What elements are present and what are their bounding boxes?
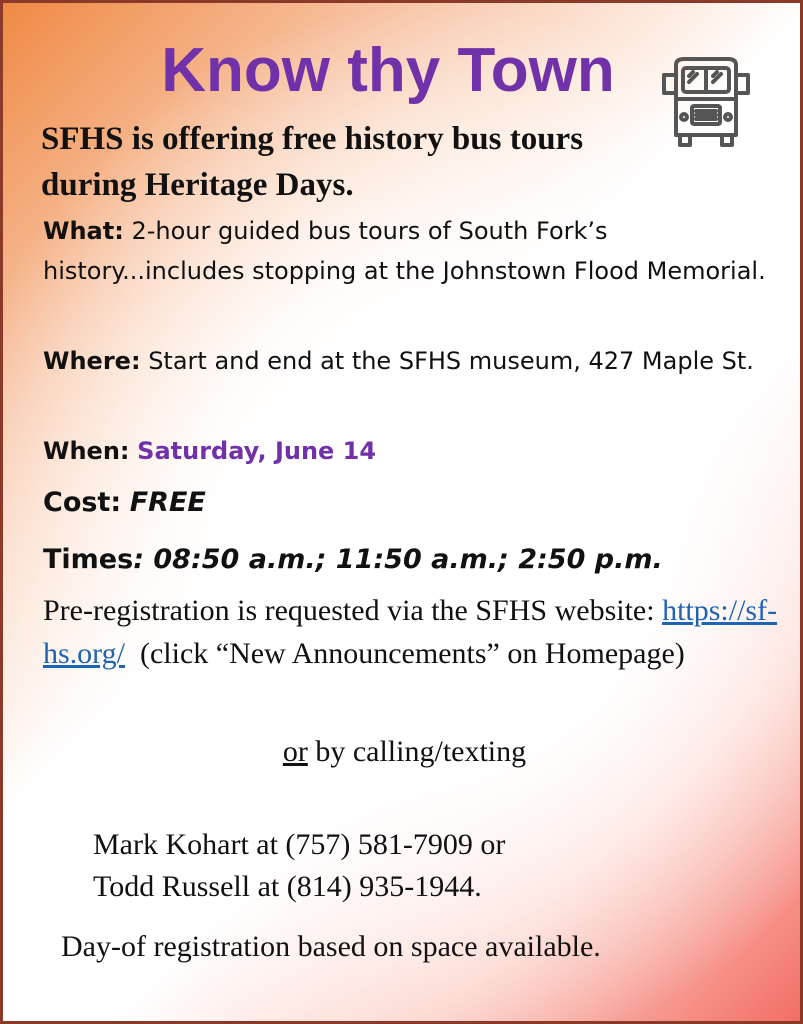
registration-after-url: (click “New Announcements” on Homepage) bbox=[139, 637, 685, 670]
cost-label: Cost: bbox=[43, 487, 122, 518]
times-section bbox=[43, 540, 773, 580]
cost-value: FREE bbox=[129, 487, 206, 518]
what-section bbox=[43, 211, 773, 291]
page-title: Know thy Town bbox=[161, 36, 615, 105]
contact-todd: Todd Russell at (814) 935-1944. bbox=[93, 870, 482, 903]
cost-section bbox=[43, 483, 773, 523]
website-link[interactable]: https://sf-hs.org/ bbox=[43, 594, 778, 670]
or-word: or bbox=[282, 735, 308, 768]
intro-text: SFHS is offering free history bus tours during Heritage Days. bbox=[41, 121, 584, 203]
where-section bbox=[43, 341, 773, 381]
registration-paragraph bbox=[43, 589, 803, 675]
times-label: Times bbox=[43, 544, 134, 575]
registration-lead: Pre-registration is requested via the SFHS website: bbox=[43, 594, 655, 627]
what-label: What: bbox=[43, 217, 124, 245]
what-text: 2-hour guided bus tours of South Fork’s history...includes stopping at the Johnstown Flood Memorial. bbox=[43, 217, 766, 285]
when-section bbox=[43, 431, 773, 471]
contact-mark: Mark Kohart at (757) 581-7909 or bbox=[93, 828, 506, 861]
where-label: Where: bbox=[43, 347, 141, 375]
where-text: Start and end at the SFHS museum, 427 Maple St. bbox=[148, 347, 754, 375]
times-value: : 08:50 a.m.; 11:50 a.m.; 2:50 p.m. bbox=[133, 544, 663, 575]
school-bus-icon bbox=[656, 55, 756, 153]
or-rest: by calling/texting bbox=[307, 735, 527, 768]
when-value: Saturday, June 14 bbox=[137, 437, 377, 465]
when-label: When: bbox=[43, 437, 130, 465]
footer-note: Day-of registration based on space available. bbox=[61, 930, 601, 963]
or-calling-line bbox=[3, 730, 803, 773]
